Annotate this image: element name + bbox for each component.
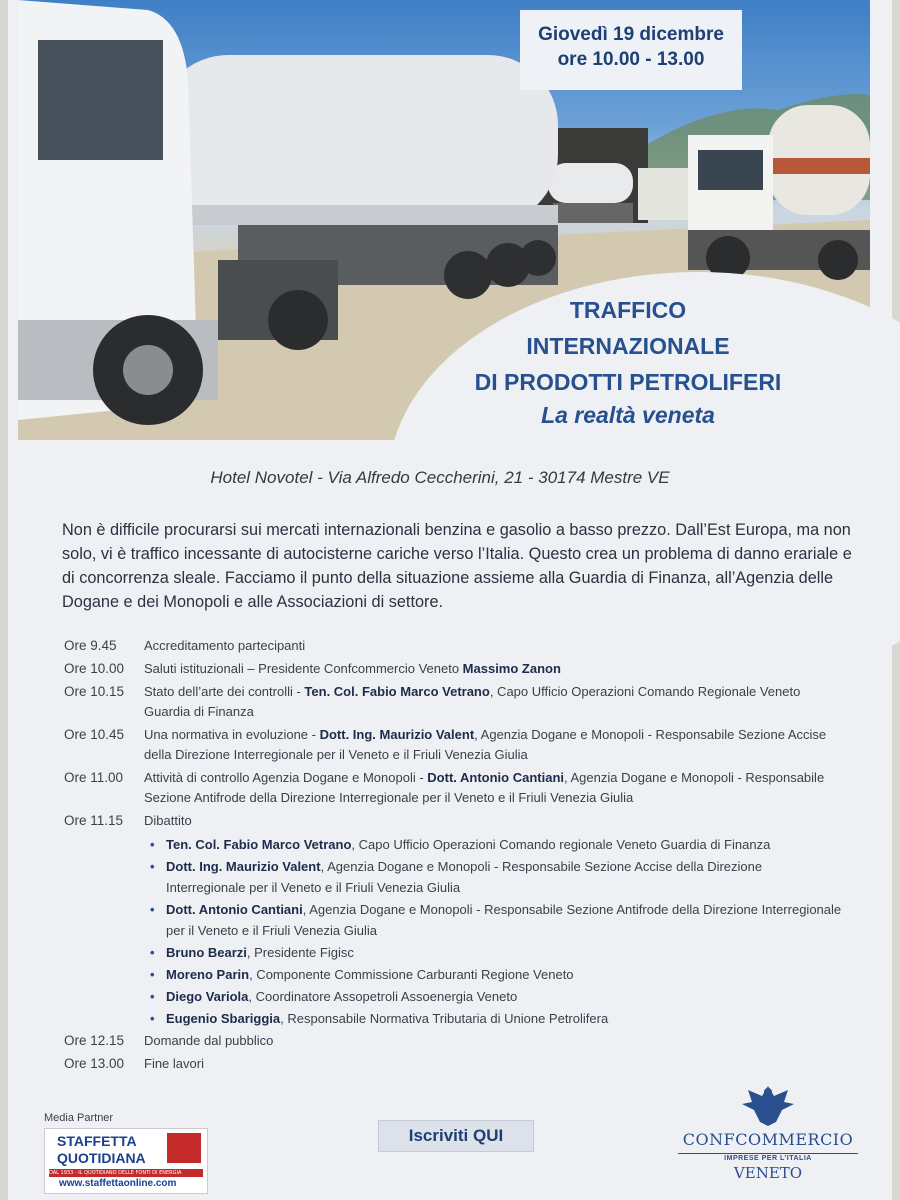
event-time: ore 10.00 - 13.00 — [557, 49, 705, 70]
staffetta-logo-text — [57, 1133, 146, 1167]
schedule-description — [144, 682, 844, 722]
speaker-name: Ten. Col. Fabio Marco Vetrano — [304, 684, 490, 699]
staffetta-name-line-2: QUOTIDIANA — [57, 1150, 146, 1166]
schedule-row — [64, 725, 844, 765]
debate-speaker — [150, 899, 844, 941]
debate-speaker — [150, 942, 844, 963]
debate-speaker — [150, 1008, 844, 1029]
schedule-row — [64, 811, 844, 831]
schedule-description — [144, 811, 844, 831]
schedule-activity: Saluti istituzionali – Presidente Confcommercio Veneto — [144, 661, 463, 676]
staffetta-badge-icon — [167, 1133, 201, 1163]
schedule-description — [144, 725, 844, 765]
schedule-row — [64, 682, 844, 722]
debate-speaker — [150, 834, 844, 855]
speaker-role: , Capo Ufficio Operazioni Comando Regionale Veneto Guardia di Finanza — [144, 684, 801, 719]
schedule-description — [144, 636, 844, 656]
schedule-row — [64, 768, 844, 808]
speaker-name: Diego Variola — [166, 989, 249, 1004]
program-schedule — [64, 636, 844, 1077]
register-button[interactable]: Iscriviti QUI — [378, 1120, 534, 1152]
schedule-time: Ore 9.45 — [64, 638, 117, 653]
debate-speaker — [150, 856, 844, 898]
speaker-role: , Agenzia Dogane e Monopoli - Responsabile Sezione Accise della Direzione Interregionale per il Veneto e il Friuli Venezia Giulia — [144, 727, 827, 762]
schedule-activity: Dibattito — [144, 813, 192, 828]
confcommercio-veneto-logo — [678, 1080, 858, 1190]
schedule-description — [144, 659, 844, 679]
schedule-row — [64, 1031, 844, 1051]
eagle-icon — [740, 1082, 796, 1128]
confcommercio-tagline: IMPRESE PER L’ITALIA — [678, 1153, 858, 1162]
schedule-activity: Accreditamento partecipanti — [144, 638, 306, 653]
speaker-name: Dott. Ing. Maurizio Valent — [319, 727, 475, 742]
debate-speaker — [150, 986, 844, 1007]
speaker-role: , Coordinatore Assopetroli Assoenergia Veneto — [248, 989, 518, 1004]
schedule-activity: Attività di controllo Agenzia Dogane e Monopoli - — [144, 770, 428, 785]
schedule-description — [144, 1031, 844, 1051]
staffetta-url[interactable]: www.staffettaonline.com — [59, 1178, 177, 1189]
event-title — [428, 292, 828, 400]
speaker-role: , Agenzia Dogane e Monopoli - Responsabile Sezione Accise della Direzione Interregionale per il Veneto e il Friuli Venezia Giulia — [166, 859, 763, 895]
speaker-role: , Agenzia Dogane e Monopoli - Responsabile Sezione Antifrode della Direzione Interregionale per il Veneto e il Friuli Venezia Giulia — [144, 770, 825, 805]
schedule-activity: Domande dal pubblico — [144, 1033, 274, 1048]
speaker-name: Bruno Bearzi — [166, 945, 247, 960]
debate-speaker — [150, 964, 844, 985]
staffetta-quotidiana-logo[interactable] — [44, 1128, 208, 1194]
confcommercio-brand: CONFCOMMERCIO — [682, 1130, 854, 1149]
debate-speakers-list — [150, 834, 844, 1029]
schedule-activity: Stato dell’arte dei controlli - — [144, 684, 305, 699]
title-line-1: TRAFFICO — [569, 297, 687, 323]
event-date-box — [520, 10, 742, 90]
speaker-role: , Componente Commissione Carburanti Regione Veneto — [249, 967, 574, 982]
speaker-name: Ten. Col. Fabio Marco Vetrano — [166, 837, 352, 852]
schedule-description — [144, 1054, 844, 1074]
speaker-role: , Presidente Figisc — [246, 945, 354, 960]
schedule-time: Ore 10.45 — [64, 727, 125, 742]
speaker-role: , Agenzia Dogane e Monopoli - Responsabile Sezione Antifrode della Direzione Interregionale per il Veneto e il Friuli Venezia Giulia — [166, 902, 842, 938]
poster-sheet — [8, 0, 892, 1200]
speaker-name: Massimo Zanon — [462, 661, 561, 676]
title-line-3: DI PRODOTTI PETROLIFERI — [474, 369, 782, 395]
schedule-time: Ore 11.15 — [64, 813, 124, 828]
staffetta-tagline: DAL 1933 - IL QUOTIDIANO DELLE FONTI DI ENERGIA — [49, 1169, 203, 1177]
speaker-name: Dott. Ing. Maurizio Valent — [166, 859, 321, 874]
schedule-activity: Fine lavori — [144, 1056, 204, 1071]
schedule-description — [144, 768, 844, 808]
speaker-name: Eugenio Sbariggia — [166, 1011, 281, 1026]
schedule-time: Ore 10.15 — [64, 684, 125, 699]
schedule-row — [64, 1054, 844, 1074]
speaker-name: Dott. Antonio Cantiani — [427, 770, 564, 785]
title-line-2: INTERNAZIONALE — [526, 333, 730, 359]
event-venue: Hotel Novotel - Via Alfredo Ceccherini, 21 - 30174 Mestre VE — [210, 468, 670, 487]
event-subtitle: La realtà veneta — [541, 402, 715, 428]
event-date: Giovedì 19 dicembre — [538, 24, 724, 45]
schedule-row — [64, 636, 844, 656]
speaker-name: Dott. Antonio Cantiani — [166, 902, 303, 917]
schedule-time: Ore 11.00 — [64, 770, 124, 785]
speaker-role: , Responsabile Normativa Tributaria di Unione Petrolifera — [280, 1011, 609, 1026]
media-partner-label: Media Partner — [44, 1112, 114, 1124]
schedule-time: Ore 10.00 — [64, 661, 125, 676]
speaker-name: Moreno Parin — [166, 967, 250, 982]
schedule-time: Ore 13.00 — [64, 1056, 125, 1071]
schedule-row — [64, 659, 844, 679]
schedule-time: Ore 12.15 — [64, 1033, 125, 1048]
intro-paragraph: Non è difficile procurarsi sui mercati internazionali benzina e gasolio a basso prezzo. Dall’Est Europa, ma non solo, vi è traffico incessante di autocisterne cariche verso l’Italia. Questo crea un problema di danno erariale e di concorrenza sleale. Facciamo il punto della situazione assieme alla Guardia di Finanza, all’Agenzia delle Dogane e dei Monopoli e alle Associazioni di settore. — [62, 521, 852, 611]
speaker-role: , Capo Ufficio Operazioni Comando regionale Veneto Guardia di Finanza — [351, 837, 771, 852]
confcommercio-region: VENETO — [733, 1164, 803, 1182]
staffetta-name-line-1: STAFFETTA — [57, 1133, 137, 1149]
schedule-activity: Una normativa in evoluzione - — [144, 727, 320, 742]
